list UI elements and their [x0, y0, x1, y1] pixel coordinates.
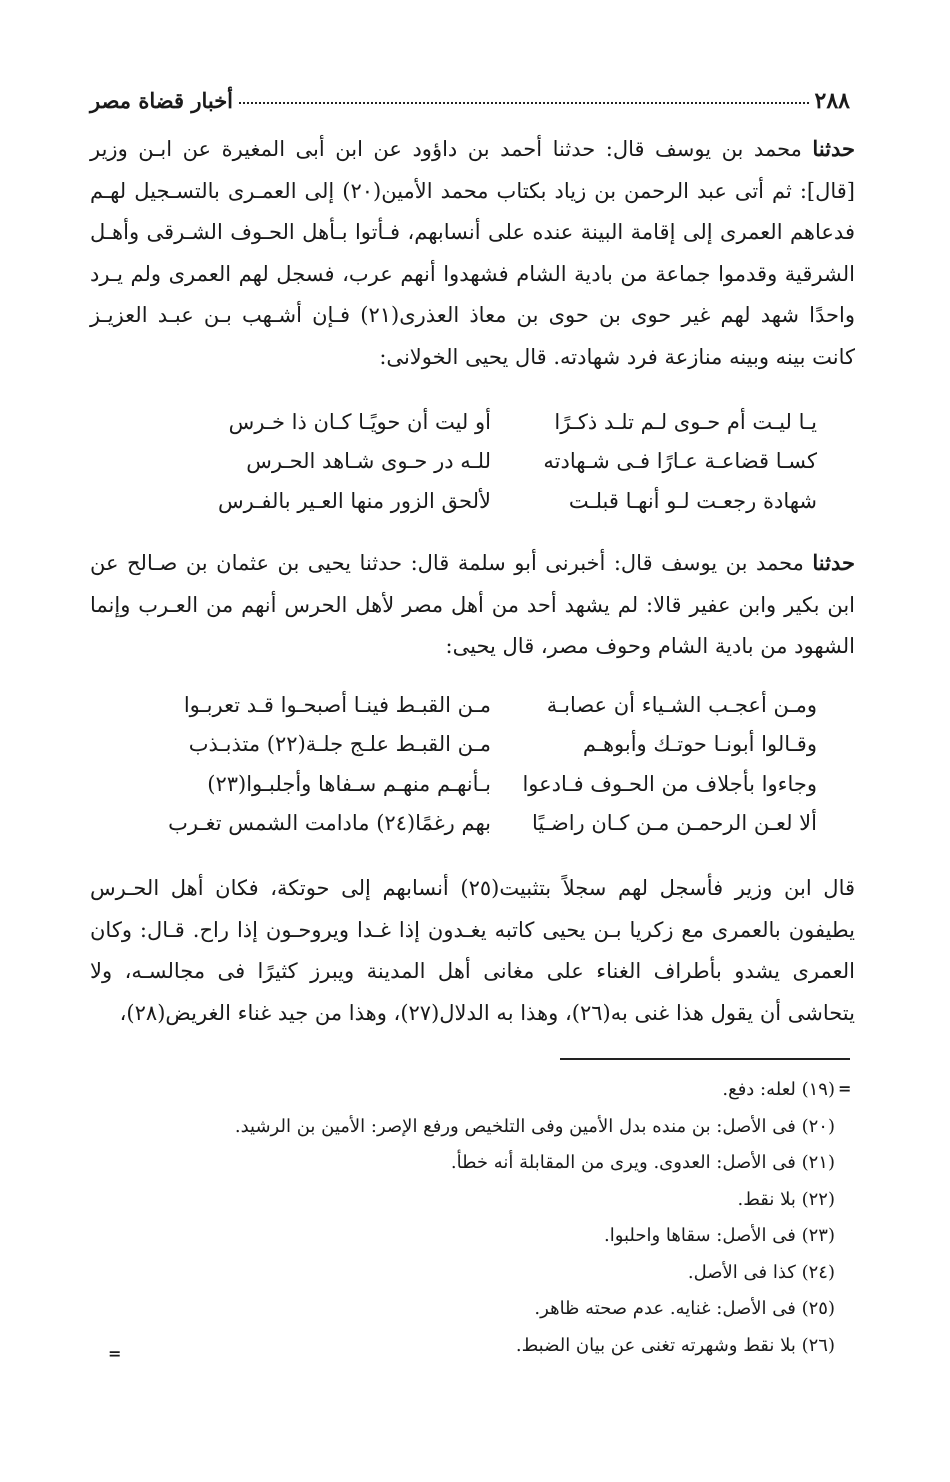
verse-line [90, 804, 855, 844]
verse-line [90, 725, 855, 765]
verse-second-hemistich: مـن القبـط فينـا أصبحـوا قـد تعربـوا [183, 692, 491, 717]
verse-first-hemistich: شهادة رجعـت لـو أنهـا قبلـت [568, 488, 817, 513]
running-title: أخبار قضاة مصر [90, 88, 234, 113]
verse-first-hemistich: ألا لعـن الرحمـن مـن كـان راضـيًا [532, 811, 817, 836]
footnote-continuation-mark: = [838, 1079, 852, 1098]
footnote: (٢٣) فى الأصل: سقاها واحلبوا. [603, 1225, 835, 1246]
running-header [90, 88, 850, 124]
paragraph-text: محمد بن يوسف قال: أخبرنى أبو سلمة قال: حدثنا يحيى بن عثمان بن صـالح عن ابن بكير وابن عفير قالا: لم يشهد أحد من أهل مصر لأهل الحرس أنهم من العـرب وإنما الشهود من بادية الشام وحوف مصر، قال يحيى: [90, 551, 855, 658]
poem-2 [90, 685, 855, 843]
book-page [90, 80, 860, 1410]
verse-line [90, 442, 855, 482]
poem-1 [90, 402, 855, 521]
footnote: (٢٦) بلا نقط وشهرته تغنى عن بيان الضبط. [515, 1334, 835, 1356]
paragraph-lead-word: حدثنا [812, 550, 855, 575]
paragraph-text: محمد بن يوسف قال: حدثنا أحمد بن داؤود عن ابن أبى المغيرة عن ابـن وزير [قال]: ثم أتى عبد الرحمن بن زياد بكتاب محمد الأمين(٢٠) إلى العمـرى بالتسـجيل لهـم فدعاهم العمرى إلى إقامة البينة عنده على أنسابهم، فـأتوا بـأهل الحـوف الشـرقى وأهـل الشرقية وقدموا جماعة من بادية الشام فشهدوا أنهم عرب، فسجل لهم العمرى ولم يـرد واحدًا شهد لهم غير حوى بن حوى بن معاذ العذرى(٢١) فـإن أشـهب بـن عبـد العزيـز كانت بينه وبينه منازعة فرد شهادته. قال يحيى الخولانى: [90, 137, 855, 369]
verse-first-hemistich: ومـن أعجـب الشـياء أن عصابـة [546, 692, 817, 717]
page-number: ٢٨٨ [814, 88, 850, 114]
verse-line [90, 685, 855, 725]
footnote: (٢٠) فى الأصل: بن منده بدل الأمين وفى التلخيص ورفع الإصر: الأمين بن الرشيد. [234, 1115, 835, 1137]
verse-first-hemistich: كسـا قضاعـة عـارًا فـى شـهادته [543, 449, 817, 474]
paragraph-text: قال ابن وزير فأسجل لهم سجلاً بتثبيت(٢٥) أنسابهم إلى حوتكة، فكان أهل الحـرس يطيفون بالعمرى مع زكريا بـن يحيى كاتبه يغـدون إذا غـدا ويروحـون إذا راح. قـال: وكان العمرى يشدو بأطراف الغناء على مغانى أهل المدينة ويبرز كثيرًا فى مجالسـه، ولا يتحاشى أن يقول هذا غنى به(٢٦)، وهذا به الدلال(٢٧)، وهذا من جيد غناء الغريض(٢٨)، [90, 876, 855, 1025]
footnote: (٢١) فى الأصل: العدوى. ويرى من المقابلة أنه خطأ. [450, 1152, 835, 1173]
verse-line [90, 481, 855, 521]
verse-second-hemistich: أو ليت أن حويًـا كـان ذا خـرس [228, 409, 491, 434]
paragraph-3 [90, 868, 855, 1034]
paragraph-2 [90, 542, 855, 668]
footnote: (١٩) لعله: دفع. [722, 1079, 835, 1100]
verse-first-hemistich: يـا ليـت أم حـوى لـم تلـد ذكـرًا [554, 409, 817, 434]
verse-first-hemistich: وقـالوا أبونـا حوتـك وأبوهـم [582, 732, 817, 757]
verse-line [90, 764, 855, 804]
footnote-continuation-end-mark: = [108, 1344, 122, 1363]
paragraph-1 [90, 128, 855, 378]
footnote: (٢٥) فى الأصل: غنايه. عدم صحته ظاهر. [534, 1298, 835, 1319]
verse-second-hemistich: بـأنهـم منهـم سـفاها وأجلبـوا(٢٣) [207, 771, 491, 796]
verse-line [90, 402, 855, 442]
verse-second-hemistich: لألحق الزور منها العـير بالفـرس [218, 488, 491, 513]
footnotes [90, 1072, 855, 1364]
paragraph-lead-word: حدثنا [812, 136, 856, 161]
footnote: (٢٤) كذا فى الأصل. [687, 1261, 835, 1283]
footnote-separator [560, 1058, 850, 1060]
verse-second-hemistich: مـن القبـط علـج جلـة(٢٢) متذبـذب [188, 732, 491, 757]
verse-first-hemistich: وجاءوا بأجلاف من الحـوف فـادعوا [522, 771, 817, 796]
footnote: (٢٢) بلا نقط. [737, 1188, 835, 1210]
header-dot-leader [239, 90, 809, 104]
verse-second-hemistich: للـه در حـوى شـاهد الحـرس [246, 449, 491, 474]
verse-second-hemistich: بهم رغمًا(٢٤) مادامت الشمس تغـرب [168, 811, 491, 836]
